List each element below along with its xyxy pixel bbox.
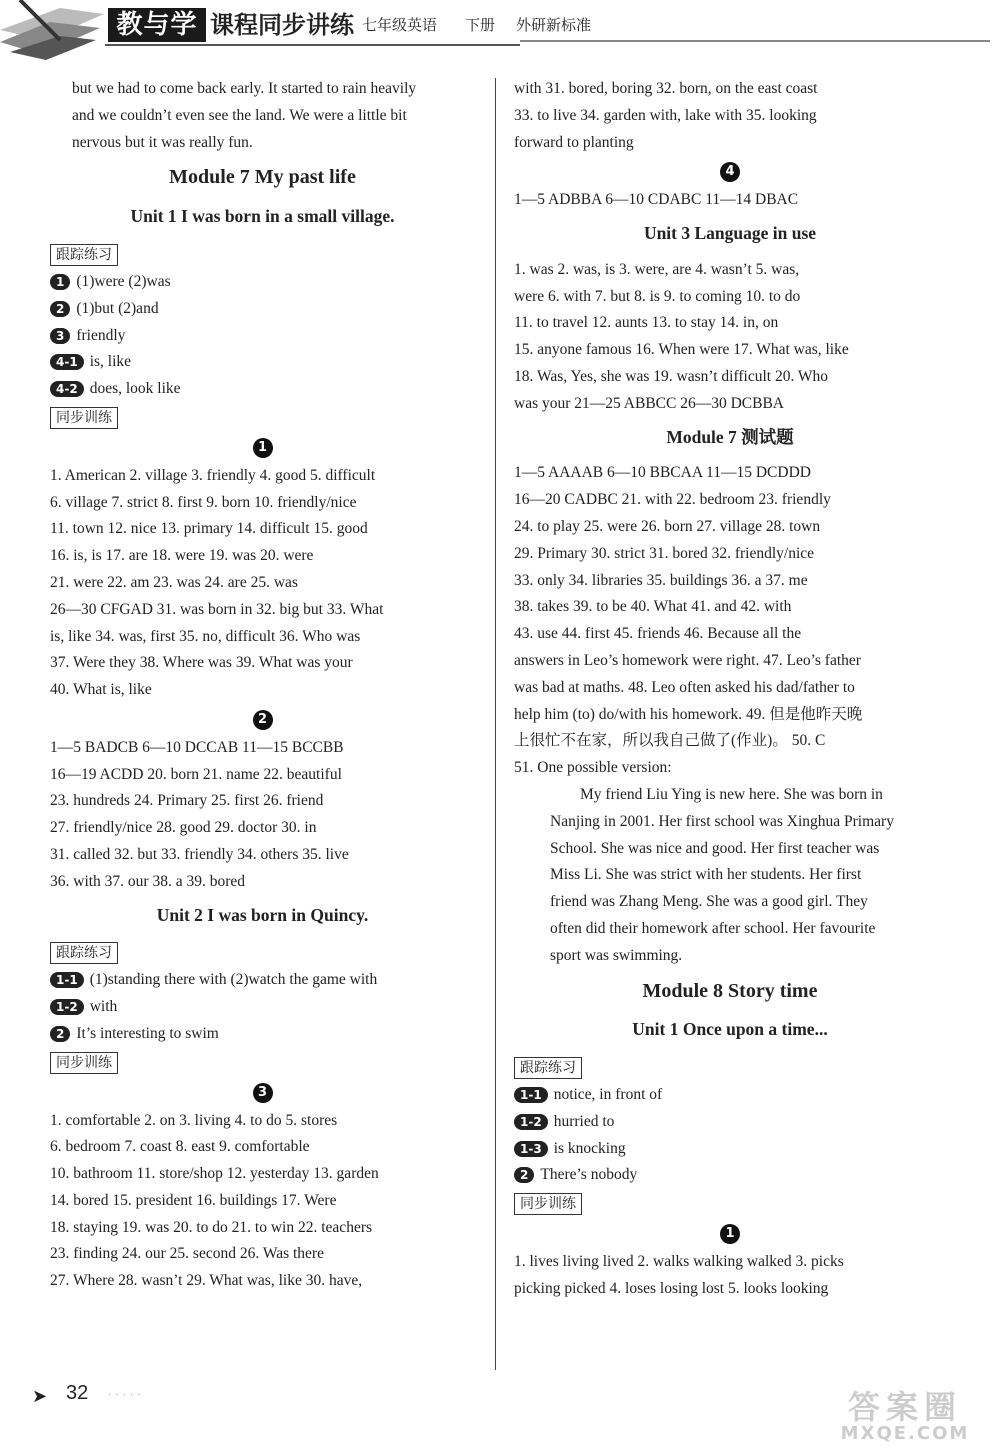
section-number — [514, 158, 946, 185]
list-item — [50, 269, 475, 296]
answer-line: 24. to play 25. were 26. born 27. village 28. town — [514, 517, 821, 535]
answer-line: picking picked 4. loses losing lost 5. looks looking — [514, 1279, 829, 1297]
tracking-practice-label: 跟踪练习 — [50, 244, 118, 266]
page-number: 32 — [66, 1382, 89, 1404]
list-item — [514, 1162, 946, 1189]
right-column — [514, 76, 946, 1303]
item-tag: 3 — [50, 328, 70, 344]
unit-3-title: Unit 3 Language in use — [643, 222, 817, 243]
answer-line: 16—19 ACDD 20. born 21. name 22. beautiful — [50, 765, 342, 783]
answer-line: 51. One possible version: — [514, 759, 672, 777]
essay-line: School. She was nice and good. Her first teacher was — [550, 839, 880, 857]
answer-line: 11. to travel 12. aunts 13. to stay 14. in, on — [514, 314, 779, 332]
list-item — [50, 967, 475, 994]
item-text: (1)were (2)was — [76, 272, 171, 290]
list-item — [50, 376, 475, 403]
item-tag: 4-2 — [50, 381, 84, 397]
watermark — [820, 1390, 990, 1448]
answer-line: 27. friendly/nice 28. good 29. doctor 30. in — [50, 819, 317, 837]
section-number-badge: 3 — [253, 1083, 273, 1103]
item-text: (1)but (2)and — [76, 299, 159, 317]
item-tag: 2 — [50, 1026, 70, 1042]
sync-training-label: 同步训练 — [50, 1052, 118, 1074]
unit-2-title: Unit 2 I was born in Quincy. — [156, 904, 369, 925]
section-number — [50, 1079, 475, 1106]
item-text: is knocking — [553, 1139, 626, 1157]
section-number-badge: 1 — [253, 438, 273, 458]
arrow-right-icon: ➤ — [32, 1386, 48, 1406]
list-item — [50, 323, 475, 350]
tracking-answers — [50, 269, 475, 403]
answer-line: was bad at maths. 48. Leo often asked his dad/father to — [514, 678, 855, 696]
list-item — [50, 1021, 475, 1048]
list-item — [50, 296, 475, 323]
list-item — [50, 994, 475, 1021]
answer-line: 16. is, is 17. are 18. were 19. was 20. were — [50, 547, 314, 565]
unit-1-title: Unit 1 I was born in a small village. — [130, 206, 395, 227]
answer-block-3 — [50, 1108, 475, 1296]
answer-line: 43. use 44. first 45. friends 46. Because all the — [514, 625, 802, 643]
essay-line: My friend Liu Ying is new here. She was born in — [580, 785, 883, 803]
essay-line: sport was swimming. — [550, 946, 683, 964]
answer-line: 38. takes 39. to be 40. What 41. and 42. with — [514, 598, 792, 616]
watermark-text: 答案圈 — [847, 1388, 962, 1426]
item-tag: 1-1 — [50, 972, 84, 988]
column-divider — [495, 78, 496, 1370]
answer-line: 1—5 ADBBA 6—10 CDABC 11—14 DBAC — [514, 191, 799, 209]
answer-block-1 — [50, 463, 475, 704]
book-title: 课程同步讲练 — [210, 11, 354, 39]
book-stack-art — [0, 0, 104, 62]
answer-block-2 — [50, 735, 475, 896]
answer-line: 14. bored 15. president 16. buildings 17. Were — [50, 1191, 337, 1209]
answer-line: 33. to live 34. garden with, lake with 35. looking — [514, 106, 817, 124]
item-tag: 1-2 — [50, 999, 84, 1015]
section-number-badge: 1 — [720, 1224, 740, 1244]
essay-line: Nanjing in 2001. Her first school was Xinghua Primary — [550, 812, 894, 830]
answer-line: 15. anyone famous 16. When were 17. What was, like — [514, 341, 849, 359]
sync-training-label: 同步训练 — [50, 407, 118, 429]
essay-line: Miss Li. She was strict with her students. Her first — [550, 866, 862, 884]
answer-line: 6. village 7. strict 8. first 9. born 10. friendly/nice — [50, 493, 357, 511]
answer-line: forward to planting — [514, 133, 634, 151]
text-line: and we couldn’t even see the land. We were a little bit — [72, 106, 407, 124]
item-text: does, look like — [89, 380, 181, 398]
answer-line: 1—5 AAAAB 6—10 BBCAA 11—15 DCDDD — [514, 464, 811, 482]
answer-line: 27. Where 28. wasn’t 29. What was, like 30. have, — [50, 1272, 363, 1290]
answer-block-m8 — [514, 1249, 946, 1303]
header-rule — [520, 40, 990, 42]
section-number — [514, 1220, 946, 1247]
answer-line: 6. bedroom 7. coast 8. east 9. comfortable — [50, 1138, 310, 1156]
tracking-answers — [514, 1082, 946, 1189]
grade-label: 七年级英语 — [362, 16, 438, 34]
list-item — [50, 349, 475, 376]
answer-line: 33. only 34. libraries 35. buildings 36. a 37. me — [514, 571, 808, 589]
continued-answer — [50, 76, 475, 156]
section-number — [50, 706, 475, 733]
volume-label: 下册 — [465, 16, 496, 34]
continued-answer — [514, 76, 946, 156]
answer-line: 上很忙不在家，所以我自己做了(作业)。 50. C — [514, 732, 826, 750]
section-number-badge: 2 — [253, 710, 273, 730]
answer-line: with 31. bored, boring 32. born, on the east coast — [514, 80, 818, 97]
answer-line: 11. town 12. nice 13. primary 14. difficult 15. good — [50, 520, 368, 538]
unit-3-answers — [514, 257, 946, 418]
item-text: hurried to — [553, 1112, 615, 1130]
tracking-answers — [50, 967, 475, 1047]
answer-line: 23. hundreds 24. Primary 25. first 26. friend — [50, 792, 324, 810]
answer-line: 1—5 BADCB 6—10 DCCAB 11—15 BCCBB — [50, 738, 344, 756]
list-item — [514, 1109, 946, 1136]
brand-logo: 教与学 — [108, 8, 206, 42]
item-text: is, like — [89, 353, 132, 371]
answer-line: 1. was 2. was, is 3. were, are 4. wasn’t 5. was, — [514, 260, 800, 278]
sample-essay — [514, 782, 946, 970]
list-item — [514, 1082, 946, 1109]
answer-line: 1. comfortable 2. on 3. living 4. to do 5. stores — [50, 1111, 338, 1129]
module-7-title: Module 7 My past life — [169, 166, 356, 189]
text-line: nervous but it was really fun. — [72, 133, 253, 151]
answer-line: 29. Primary 30. strict 31. bored 32. friendly/nice — [514, 544, 815, 562]
item-text: friendly — [76, 326, 126, 344]
answer-line: 18. staying 19. was 20. to do 21. to win 22. teachers — [50, 1218, 373, 1236]
answer-line: 1. lives living lived 2. walks walking walked 3. picks — [514, 1253, 844, 1271]
answer-line: 37. Were they 38. Where was 39. What was your — [50, 654, 353, 672]
answer-line: 26—30 CFGAD 31. was born in 32. big but 33. What — [50, 600, 384, 618]
item-text: notice, in front of — [553, 1086, 663, 1104]
answer-line: 31. called 32. but 33. friendly 34. others 35. live — [50, 845, 349, 863]
essay-line: often did their homework after school. Her favourite — [550, 919, 876, 937]
left-column — [50, 76, 475, 1295]
answer-line: 40. What is, like — [50, 681, 152, 699]
decorative-dots: ····· — [108, 1390, 145, 1401]
module-7-test-title: Module 7 测试题 — [666, 426, 794, 447]
essay-line: friend was Zhang Meng. She was a good girl. They — [550, 893, 868, 911]
item-tag: 1-2 — [514, 1114, 548, 1130]
answer-line: 1. American 2. village 3. friendly 4. good 5. difficult — [50, 466, 376, 484]
item-tag: 1-1 — [514, 1087, 548, 1103]
tracking-practice-label: 跟踪练习 — [50, 942, 118, 964]
item-text: There’s nobody — [540, 1166, 638, 1184]
tracking-practice-label: 跟踪练习 — [514, 1057, 582, 1079]
answer-line: is, like 34. was, first 35. no, difficult 36. Who was — [50, 627, 361, 645]
answer-line: 36. with 37. our 38. a 39. bored — [50, 872, 246, 890]
list-item — [514, 1136, 946, 1163]
answer-line: 21. were 22. am 23. was 24. are 25. was — [50, 573, 298, 591]
item-text: with — [89, 998, 118, 1016]
sync-training-label: 同步训练 — [514, 1193, 582, 1215]
module-8-title: Module 8 Story time — [642, 979, 818, 1002]
page-header — [0, 0, 1000, 62]
edition-label: 外研新标准 — [516, 16, 592, 34]
item-tag: 4-1 — [50, 354, 84, 370]
item-tag: 1 — [50, 274, 70, 290]
test-answers — [514, 460, 946, 782]
item-text: (1)standing there with (2)watch the game with — [89, 971, 378, 989]
answer-line: help him (to) do/with his homework. 49. 但是他昨天晚 — [514, 705, 863, 723]
section-number-badge: 4 — [720, 162, 740, 182]
item-tag: 2 — [50, 301, 70, 317]
item-tag: 1-3 — [514, 1141, 548, 1157]
answer-line: were 6. with 7. but 8. is 9. to coming 10. to do — [514, 287, 801, 305]
answer-line: 16—20 CADBC 21. with 22. bedroom 23. friendly — [514, 491, 831, 509]
item-tag: 2 — [514, 1167, 534, 1183]
answer-line: 10. bathroom 11. store/shop 12. yesterday 13. garden — [50, 1165, 379, 1183]
answer-line: 23. finding 24. our 25. second 26. Was there — [50, 1245, 324, 1263]
answer-line: answers in Leo’s homework were right. 47. Leo’s father — [514, 651, 861, 669]
module-8-unit-1-title: Unit 1 Once upon a time... — [632, 1019, 828, 1040]
answer-line: 18. Was, Yes, she was 19. wasn’t difficult 20. Who — [514, 367, 829, 385]
text-line: but we had to come back early. It started to rain heavily — [72, 80, 417, 97]
answer-line: was your 21—25 ABBCC 26—30 DCBBA — [514, 394, 784, 412]
section-number — [50, 434, 475, 461]
watermark-url: MXQE.COM — [840, 1423, 970, 1444]
item-text: It’s interesting to swim — [76, 1024, 219, 1042]
